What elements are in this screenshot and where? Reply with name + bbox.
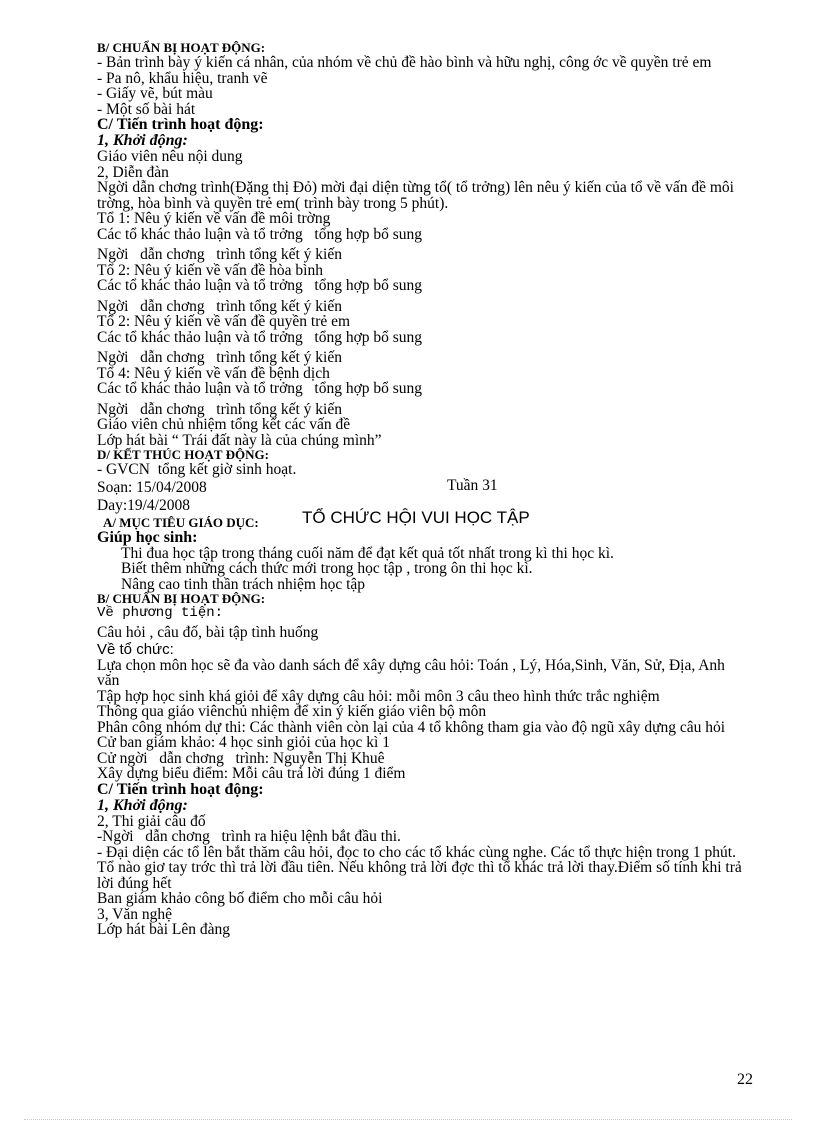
prep-item: - Một số bài hát: [97, 100, 196, 118]
group-discussion: Các tổ khác thảo luận và tổ trởng tổng hợp bổ sung: [97, 380, 423, 397]
contest-item: -Ngời dẫn chơng trình ra hiệu lệnh bắt đầu thi.: [97, 828, 401, 845]
lesson-title: TỔ CHỨC HỘI VUI HỌC TẬP: [302, 507, 530, 527]
mc-summary: Ngời dẫn chơng trình tổng kết ý kiến: [97, 297, 342, 315]
group-topic: Tổ 4: Nêu ý kiến về vấn đề bệnh dịch: [97, 364, 330, 382]
forum-intro: Ngời dẫn chơng trình(Đặng thị Đỏ) mời đại diện từng tổ( tổ trởng) lên nêu ý kiến của tổ về vấn đề môi trờng, hòa bình và quyền trẻ em( trình bày trong 5 phút).: [97, 179, 734, 212]
contest-item: - Đại diện các tổ lên bắt thăm câu hỏi, đọc to cho các tổ khác cùng nghe. Các tổ thực hiện trong 1 phút. Tổ nào giơ tay trớc thì trả lời đầu tiên. Nếu không trả lời đợc thì tổ khác trả lời thay.Điểm số tính khi trả lời đúng hết: [97, 843, 742, 892]
warmup-heading-2: 1, Khởi động:: [97, 796, 188, 814]
page-number: 22: [737, 1071, 753, 1088]
warmup-heading: 1, Khởi động:: [97, 132, 188, 149]
organization-item: Phân công nhóm dự thi: Các thành viên còn lại của 4 tổ không tham gia vào độ ngũ xây dựng câu hỏi: [97, 718, 726, 736]
organization-item: Cử ban giám khảo: 4 học sinh giỏi của học kì 1: [97, 734, 390, 751]
objective-item: Nâng cao tinh thần trách nhiệm học tập: [121, 575, 366, 593]
objectives-heading: A/ MỤC TIÊU GIÁO DỤC:: [103, 514, 259, 530]
prep-item: - Giấy vẽ, bút màu: [97, 85, 213, 102]
page-content: [97, 41, 747, 938]
organization-item: Tập hợp học sinh khá giỏi để xây dựng câu hỏi: mỗi môn 3 câu theo hình thức trắc nghiệm: [97, 687, 660, 705]
prep-item: - Pa nô, khẩu hiệu, tranh vẽ: [97, 69, 268, 87]
class-song: Lớp hát bài “ Trái đất này là của chúng mình”: [97, 431, 382, 449]
forum-heading: 2, Diễn đàn: [97, 163, 169, 181]
arts-text: Lớp hát bài Lên đàng: [97, 921, 231, 938]
warmup-text: Giáo viên nêu nội dung: [97, 148, 243, 165]
group-discussion: Các tổ khác thảo luận và tổ trởng tổng hợp bổ sung: [97, 328, 423, 346]
group-discussion: Các tổ khác thảo luận và tổ trởng tổng hợp bổ sung: [97, 225, 423, 243]
week-label: Tuần 31: [447, 476, 498, 494]
end-heading: D/ KẾT THÚC HOẠT ĐỘNG:: [97, 447, 269, 462]
end-text: - GVCN tổng kết giờ sinh hoạt.: [97, 461, 297, 478]
objective-item: Biết thêm những cách thức mới trong học tập , trong ôn thi học kì.: [121, 560, 533, 577]
students-heading: Giúp học sinh:: [97, 528, 198, 546]
organization-item: Thông qua giáo viênchủ nhiệm để xin ý kiến giáo viên bộ môn: [97, 703, 487, 720]
contest-heading: 2, Thi giải câu đố: [97, 812, 206, 830]
teaching-date: Day:19/4/2008: [97, 496, 190, 514]
organization-item: Xây dựng biểu điểm: Mỗi câu trả lời đúng 1 điểm: [97, 765, 406, 782]
teacher-summary: Giáo viên chủ nhiệm tổng kết các vấn đề: [97, 416, 351, 433]
prepared-date: Soạn: 15/04/2008: [97, 478, 207, 496]
page-bottom-divider: [24, 1119, 792, 1120]
group-topic: Tổ 2: Nêu ý kiến về vấn đề quyền trẻ em: [97, 313, 351, 330]
objective-item: Thi đua học tập trong tháng cuối năm để đạt kết quả tốt nhất trong kì thi học kì.: [121, 544, 614, 562]
prep-item: - Bản trình bày ý kiến cá nhân, của nhóm về chủ đề hào bình và hữu nghị, công ớc về quyền trẻ em: [97, 54, 712, 71]
means-text: Câu hỏi , câu đố, bài tập tình huống: [97, 623, 319, 641]
organization-item: Lựa chọn môn học sẽ đa vào danh sách để xây dựng câu hỏi: Toán , Lý, Hóa,Sinh, Văn, Sử, Địa, Anh văn: [97, 656, 725, 689]
prep-heading-2: B/ CHUẨN BỊ HOẠT ĐỘNG:: [97, 591, 266, 606]
arts-heading: 3, Văn nghệ: [97, 905, 173, 923]
organization-heading: Về tổ chức:: [97, 641, 174, 658]
mc-summary: Ngời dẫn chơng trình tổng kết ý kiến: [97, 246, 342, 263]
means-heading: Về phương tiện:: [97, 605, 224, 621]
process-heading-2: C/ Tiến trình hoạt động:: [97, 780, 264, 798]
lesson-header-row: [97, 478, 747, 496]
group-discussion: Các tổ khác thảo luận và tổ trởng tổng hợp bổ sung: [97, 277, 423, 294]
mc-summary: Ngời dẫn chơng trình tổng kết ý kiến: [97, 349, 342, 366]
organization-item: Cử ngời dẫn chơng trình: Nguyễn Thị Khuê: [97, 749, 385, 767]
group-topic: Tổ 2: Nêu ý kiến về vấn đề hòa bình: [97, 261, 323, 279]
group-topic: Tổ 1: Nêu ý kiến về vấn đề môi trờng: [97, 210, 331, 227]
prep-heading: B/ CHUẨN BỊ HOẠT ĐỘNG:: [97, 40, 266, 55]
contest-item: Ban giám khảo công bố điểm cho mỗi câu hỏi: [97, 890, 383, 907]
mc-summary: Ngời dẫn chơng trình tổng kết ý kiến: [97, 400, 342, 418]
process-heading: C/ Tiến trình hoạt động:: [97, 116, 264, 133]
